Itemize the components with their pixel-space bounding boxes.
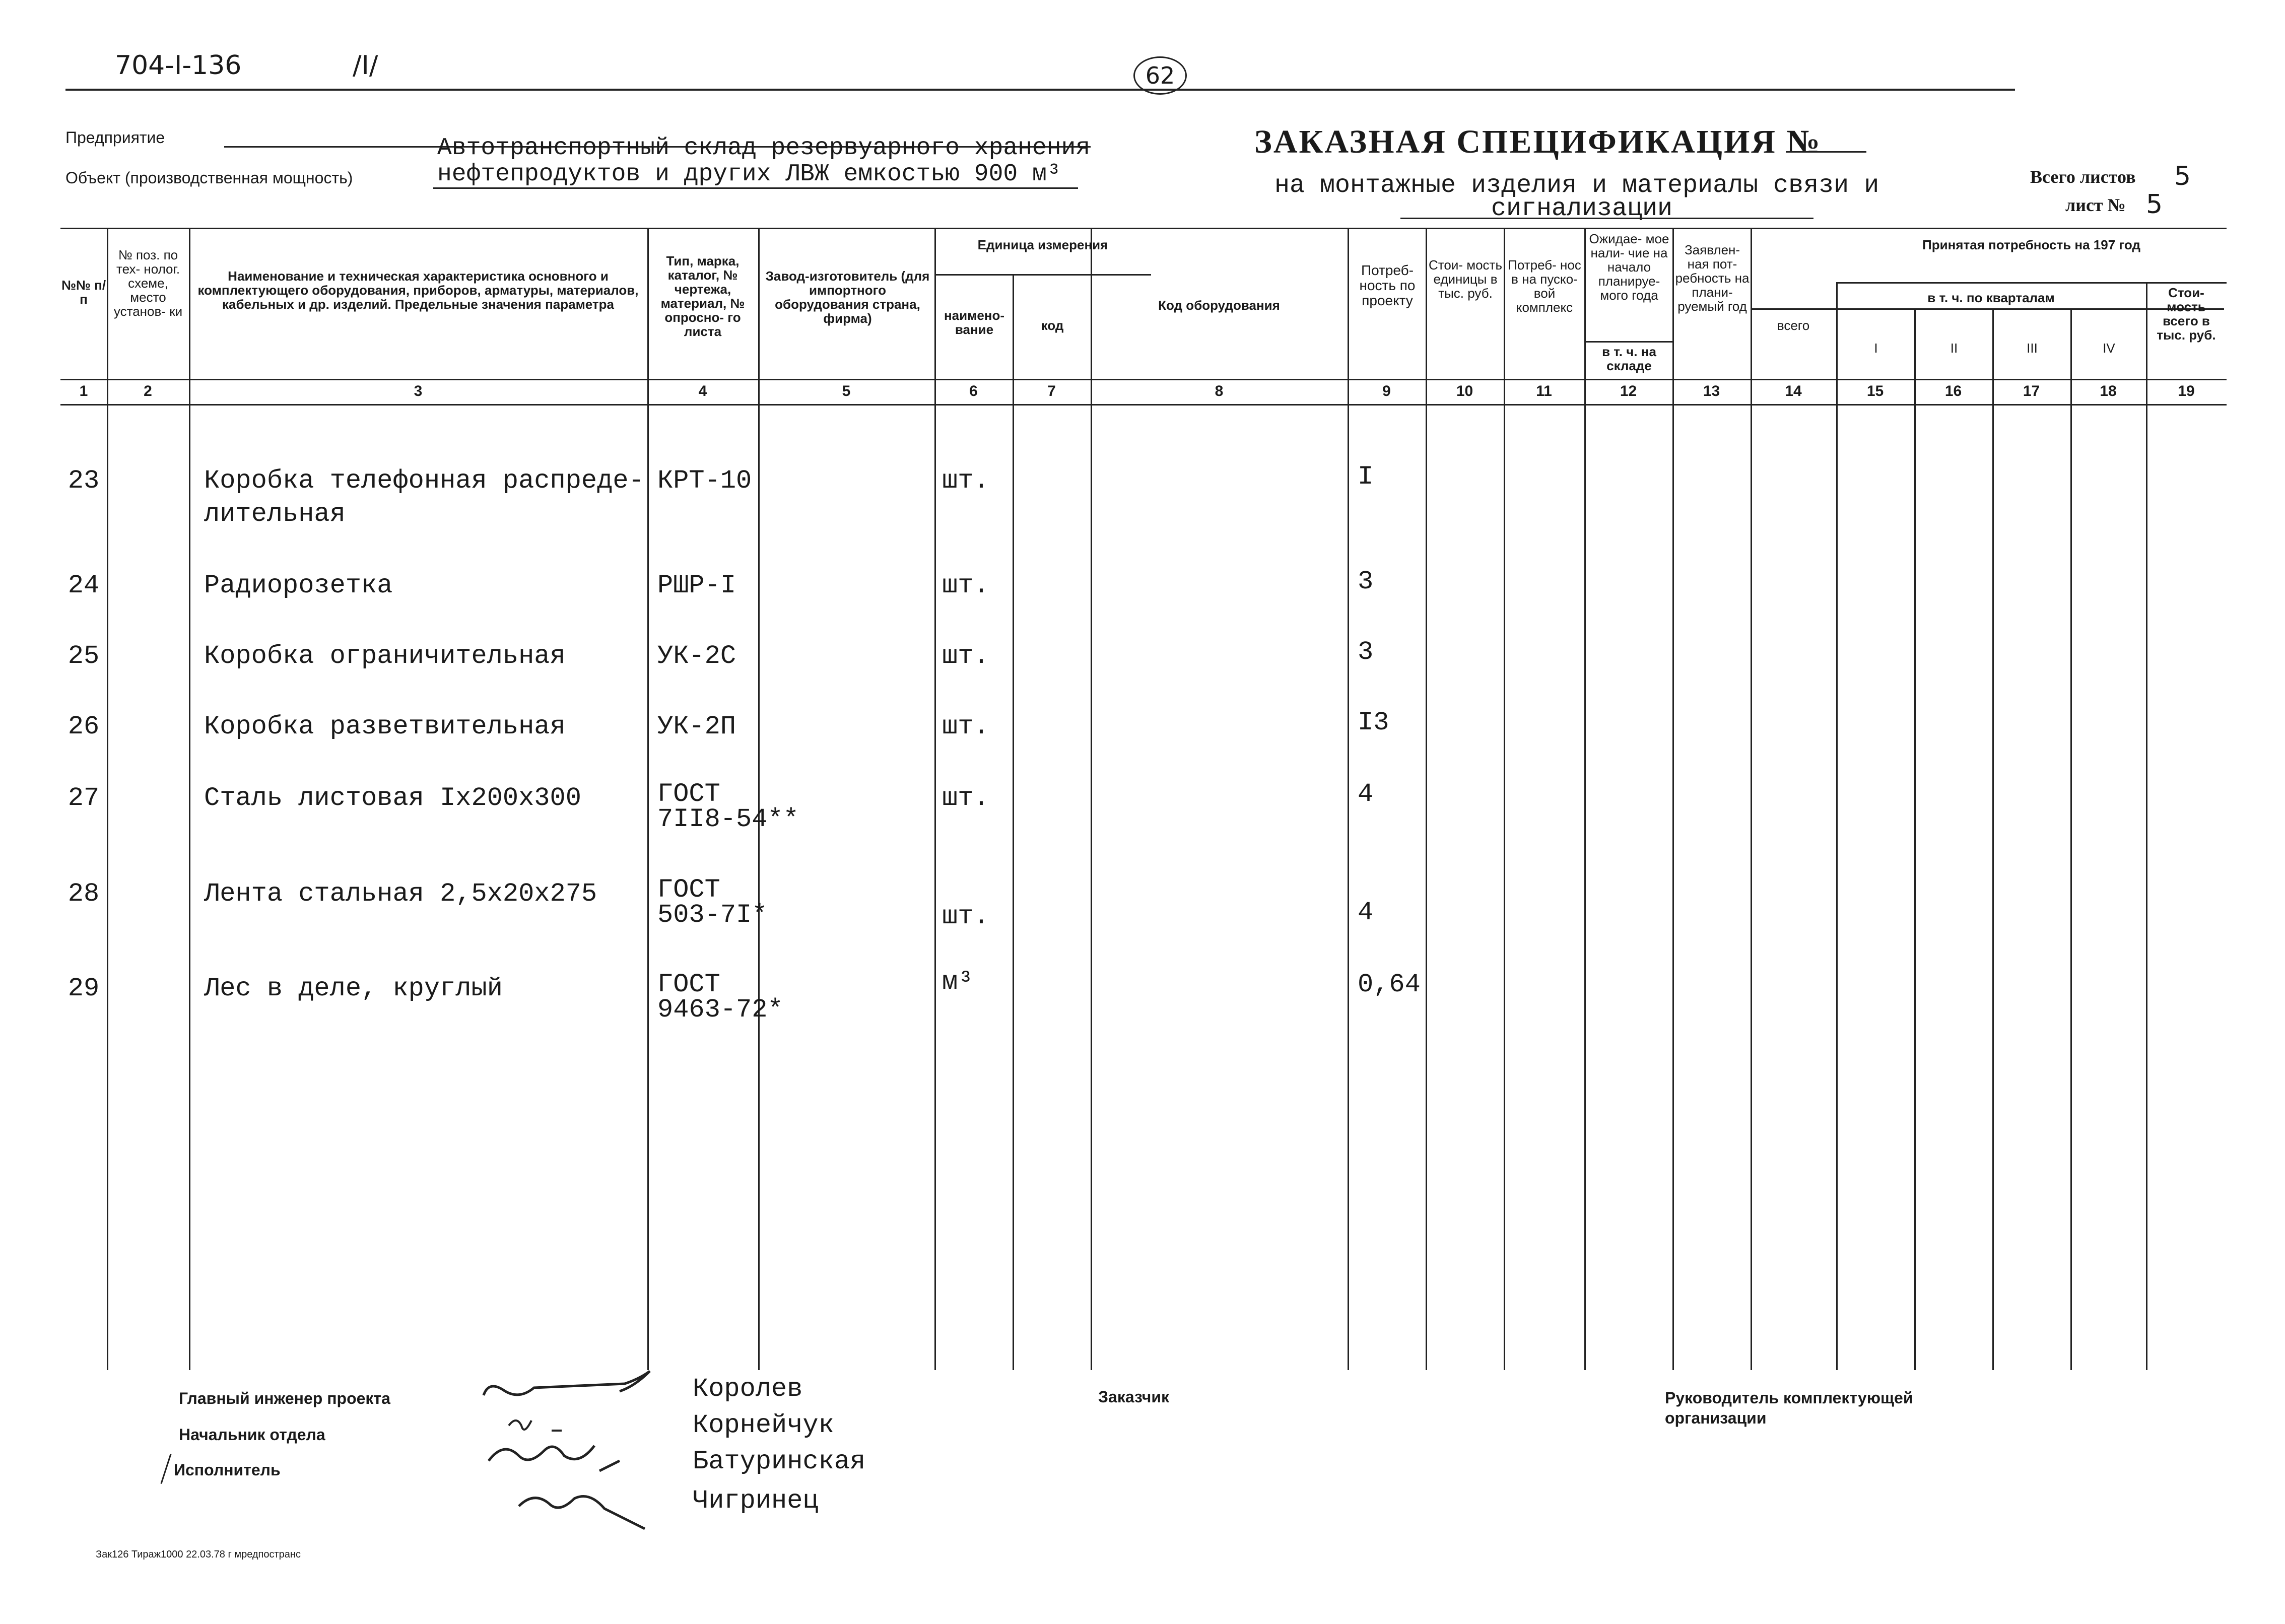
hdr-c7: код [1041, 318, 1064, 333]
spec-subtitle-1: на монтажные изделия и материалы связи и [1274, 171, 1879, 200]
col-divider [1992, 308, 1994, 1370]
row-29-unit: м³ [942, 967, 974, 997]
unit-group-rule [934, 274, 1151, 276]
doc-code-suffix: /I/ [353, 50, 378, 81]
hdr-c5: Завод-изготовитель (для импортного оборудования страна, фирма) [765, 268, 930, 326]
row-28-type: ГОСТ 503-7I* [657, 875, 768, 930]
chief-engineer-label: Главный инженер проекта [179, 1389, 390, 1407]
executor-tick [160, 1454, 171, 1484]
row-23-qty: I [1358, 462, 1374, 492]
hdr-c10: Стои- мость единицы в тыс. руб. [1428, 257, 1503, 301]
colnum-bottom-rule [60, 404, 2227, 405]
row-29-qty: 0,64 [1358, 970, 1421, 999]
row-23-name: Коробка телефонная распреде- лительная [204, 466, 644, 529]
object-line2: нефтепродуктов и других ЛВЖ емкостью 900 м³ [437, 161, 1061, 188]
chief-engineer-name: Королев [693, 1374, 803, 1404]
col-divider [1836, 282, 1838, 1370]
page-stamp: 62 [1133, 56, 1187, 95]
footer-print-info: Зак126 Тираж1000 22.03.78 г мредпостранс [96, 1549, 301, 1560]
row-25-num: 25 [68, 641, 100, 671]
object-label: Объект (производственная мощность) [65, 169, 353, 187]
hdr-c12-bottom: в т. ч. на складе [1602, 344, 1656, 373]
spec-title: ЗАКАЗНАЯ СПЕЦИФИКАЦИЯ № [1254, 123, 1822, 160]
hdr-c1: №№ п/п [61, 278, 106, 307]
colnum: 15 [1866, 383, 1884, 399]
c12-split-rule [1584, 341, 1672, 343]
colnum: 14 [1785, 383, 1802, 399]
dept-head-name: Корнейчук [693, 1410, 834, 1440]
row-28-num: 28 [68, 879, 100, 909]
object-underline [433, 187, 1078, 189]
colnum: 10 [1456, 383, 1473, 399]
row-26-name: Коробка разветвительная [204, 712, 566, 741]
col-divider [2146, 282, 2147, 1370]
colnum: 16 [1944, 383, 1962, 399]
colnum: 3 [414, 383, 423, 399]
row-28-unit: шт. [942, 902, 989, 931]
row-26-qty: I3 [1358, 708, 1389, 737]
supplier-label: Руководитель комплектующей организации [1665, 1389, 1913, 1427]
row-24-qty: 3 [1358, 567, 1374, 596]
spec-table [60, 228, 2227, 1370]
row-25-unit: шт. [942, 641, 989, 671]
hdr-c3: Наименование и техническая характеристика основного и комплектующего оборудования, приборов, арматуры, материалов, кабельных и др. изделий. Предельные значения параметра [197, 268, 639, 312]
row-23-unit: шт. [942, 466, 989, 496]
signature-chigrinets [519, 1497, 645, 1529]
row-29-name: Лес в деле, круглый [204, 974, 503, 1003]
colnum: 6 [969, 383, 978, 399]
top-rule [65, 89, 2015, 91]
hdr-quarters-group: в т. ч. по кварталам [1927, 290, 2055, 305]
col-divider [1013, 274, 1014, 1370]
row-28-name: Лента стальная 2,5х20х275 [204, 879, 597, 909]
hdr-accepted-group: Принятая потребность на 197 год [1922, 237, 2140, 252]
row-24-type: РШР-I [657, 571, 736, 600]
hdr-c15: I [1874, 341, 1878, 356]
colnum: 2 [144, 383, 152, 399]
dept-head-label: Начальник отдела [179, 1426, 325, 1444]
spec-number-underline [1786, 151, 1866, 153]
row-25-type: УК-2С [657, 641, 736, 671]
extra-name: Чигринец [693, 1486, 819, 1516]
row-25-qty: 3 [1358, 637, 1374, 667]
colnum: 9 [1382, 383, 1391, 399]
colnum: 17 [2023, 383, 2040, 399]
row-26-type: УК-2П [657, 712, 736, 741]
hdr-c8: Код оборудования [1158, 298, 1280, 313]
row-27-name: Сталь листовая Iх200х300 [204, 783, 581, 813]
hdr-c13: Заявлен- ная пот- ребность на плани- руемый год [1675, 242, 1750, 314]
row-27-type: ГОСТ 7II8-54** [657, 779, 799, 834]
sheet-no-label: лист № [2065, 195, 2126, 215]
colnum: 19 [2178, 383, 2195, 399]
row-28-qty: 4 [1358, 898, 1374, 927]
hdr-c17: III [2027, 341, 2038, 356]
hdr-c9: Потреб- ность по проекту [1359, 262, 1416, 308]
row-24-name: Радиорозетка [204, 571, 393, 600]
colnum: 18 [2100, 383, 2117, 399]
object-line1: Автотранспортный склад резервуарного хранения [437, 134, 1091, 162]
hdr-c11: Потреб- нос в на пуско- вой комплекс [1508, 257, 1581, 315]
colnum: 13 [1703, 383, 1720, 399]
sheets-total-value: 5 [2174, 161, 2191, 191]
row-27-unit: шт. [942, 783, 989, 813]
row-29-type: ГОСТ 9463-72* [657, 970, 783, 1025]
executor-name: Батуринская [693, 1447, 866, 1476]
hdr-c12-top: Ожидае- мое нали- чие на начало планируе- мого года [1589, 231, 1669, 303]
subtitle-underline [1400, 218, 1813, 219]
colnum: 7 [1047, 383, 1056, 399]
colnum: 12 [1620, 383, 1637, 399]
row-29-num: 29 [68, 974, 100, 1003]
row-23-type: КРТ-10 [657, 466, 752, 496]
row-23-num: 23 [68, 466, 100, 496]
hdr-c6: наимено- вание [944, 308, 1005, 337]
col-divider [2070, 308, 2072, 1370]
enterprise-label: Предприятие [65, 128, 165, 147]
sheet-no-value: 5 [2146, 189, 2163, 220]
row-25-name: Коробка ограничительная [204, 641, 566, 671]
hdr-c14: всего [1777, 318, 1810, 333]
customer-label: Заказчик [1098, 1388, 1169, 1406]
accepted-group-rule [1836, 282, 2227, 284]
signatures-handwritten [474, 1360, 705, 1562]
hdr-c19: Стои- мость всего в тыс. руб. [2157, 285, 2216, 343]
colnum: 4 [698, 383, 707, 399]
hdr-c4: Тип, марка, каталог, № чертежа, материал, № опросно- го листа [660, 253, 745, 339]
colnum: 5 [842, 383, 851, 399]
signature-baturinskaya [489, 1446, 620, 1471]
spec-subtitle-2: сигнализации [1491, 194, 1673, 223]
executor-label: Исполнитель [174, 1461, 281, 1479]
row-24-num: 24 [68, 571, 100, 600]
hdr-c16: II [1950, 341, 1958, 356]
row-26-unit: шт. [942, 712, 989, 741]
row-27-num: 27 [68, 783, 100, 813]
row-26-num: 26 [68, 712, 100, 741]
colnum: 11 [1536, 383, 1552, 399]
row-27-qty: 4 [1358, 779, 1374, 809]
hdr-c18: IV [2103, 341, 2115, 356]
table-top-rule [60, 228, 2227, 229]
sheets-total-label: Всего листов [2030, 167, 2136, 187]
signature-korolev [484, 1371, 650, 1395]
row-24-unit: шт. [942, 571, 989, 600]
header-bottom-rule [60, 379, 2227, 380]
colnum: 8 [1215, 383, 1224, 399]
colnum: 1 [79, 383, 88, 399]
signature-korneychuk [509, 1420, 562, 1431]
col-divider [1914, 308, 1916, 1370]
hdr-c2: № поз. по тех- нолог. схеме, место установ- ки [113, 247, 183, 319]
hdr-unit-group: Единица измерения [977, 237, 1108, 252]
doc-code: 704-I-136 [115, 50, 242, 81]
